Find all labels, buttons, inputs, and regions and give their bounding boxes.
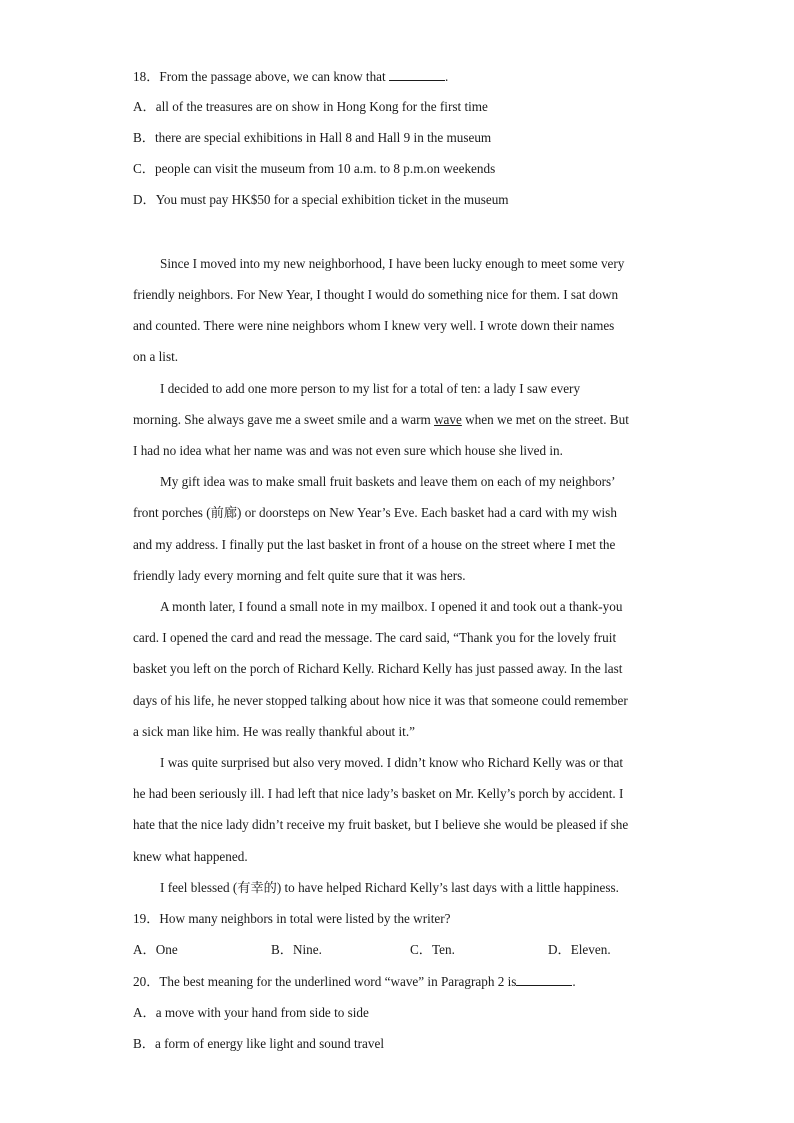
passage-p1-line4: on a list. (133, 349, 179, 364)
q18-stem: 18．From the passage above, we can know that . (133, 69, 449, 84)
passage-p4-line1: A month later, I found a small note in my mailbox. I opened it and took out a thank-you (160, 599, 623, 614)
q19-option-b: B．Nine. (271, 942, 322, 957)
q18-option-b: B．there are special exhibitions in Hall 8 and Hall 9 in the museum (133, 130, 492, 145)
q19-option-a: A．One (133, 942, 178, 957)
passage-p1-line3: and counted. There were nine neighbors whom I knew very well. I wrote down their names (133, 318, 615, 333)
q18-option-c: C．people can visit the museum from 10 a.m. to 8 p.m.on weekends (133, 161, 496, 176)
passage-p5-line2: he had been seriously ill. I had left that nice lady’s basket on Mr. Kelly’s porch by accident. I (133, 786, 624, 801)
passage-p3-line1: My gift idea was to make small fruit baskets and leave them on each of my neighbors’ (160, 474, 616, 489)
q18-option-a: A．all of the treasures are on show in Hong Kong for the first time (133, 99, 488, 114)
passage-p2-line3: I had no idea what her name was and was not even sure which house she lived in. (133, 443, 563, 458)
passage-p4-line5: a sick man like him. He was really thankful about it.” (133, 724, 415, 739)
passage-p2-line1: I decided to add one more person to my list for a total of ten: a lady I saw every (160, 381, 581, 396)
passage-p4-line2: card. I opened the card and read the message. The card said, “Thank you for the lovely fruit (133, 630, 617, 645)
passage-p3-line3: and my address. I finally put the last basket in front of a house on the street where I met the (133, 537, 616, 552)
passage-p3-line4: friendly lady every morning and felt quite sure that it was hers. (133, 568, 466, 583)
passage-p5-line3: hate that the nice lady didn’t receive my fruit basket, but I believe she would be pleased if she (133, 817, 629, 832)
q19-option-c: C．Ten. (410, 942, 455, 957)
q20-option-a: A．a move with your hand from side to side (133, 1005, 369, 1020)
passage-p4-line4: days of his life, he never stopped talking about how nice it was that someone could remember (133, 693, 628, 708)
passage-p1-line1: Since I moved into my new neighborhood, I have been lucky enough to meet some very (160, 256, 625, 271)
q20-stem: 20．The best meaning for the underlined word “wave” in Paragraph 2 is . (133, 974, 576, 989)
q18-option-d: D．You must pay HK$50 for a special exhibition ticket in the museum (133, 192, 509, 207)
passage-p1-line2: friendly neighbors. For New Year, I thought I would do something nice for them. I sat down (133, 287, 619, 302)
q19-stem: 19．How many neighbors in total were listed by the writer? (133, 911, 451, 926)
passage-p3-line2: front porches (前廊) or doorsteps on New Year’s Eve. Each basket had a card with my wish (133, 505, 617, 520)
answer-blank (516, 973, 572, 986)
underlined-word-wave: wave (434, 412, 462, 427)
answer-blank (389, 68, 445, 81)
passage-p5-line4: knew what happened. (133, 849, 248, 864)
q20-option-b: B．a form of energy like light and sound travel (133, 1036, 384, 1051)
passage-p6: I feel blessed (有幸的) to have helped Richard Kelly’s last days with a little happiness. (160, 880, 619, 895)
q19-option-d: D．Eleven. (548, 942, 611, 957)
passage-p2-line2: morning. She always gave me a sweet smile and a warm wave when we met on the street. But (133, 412, 629, 427)
passage-p4-line3: basket you left on the porch of Richard Kelly. Richard Kelly has just passed away. In the last (133, 661, 623, 676)
passage-p5-line1: I was quite surprised but also very moved. I didn’t know who Richard Kelly was or that (160, 755, 624, 770)
